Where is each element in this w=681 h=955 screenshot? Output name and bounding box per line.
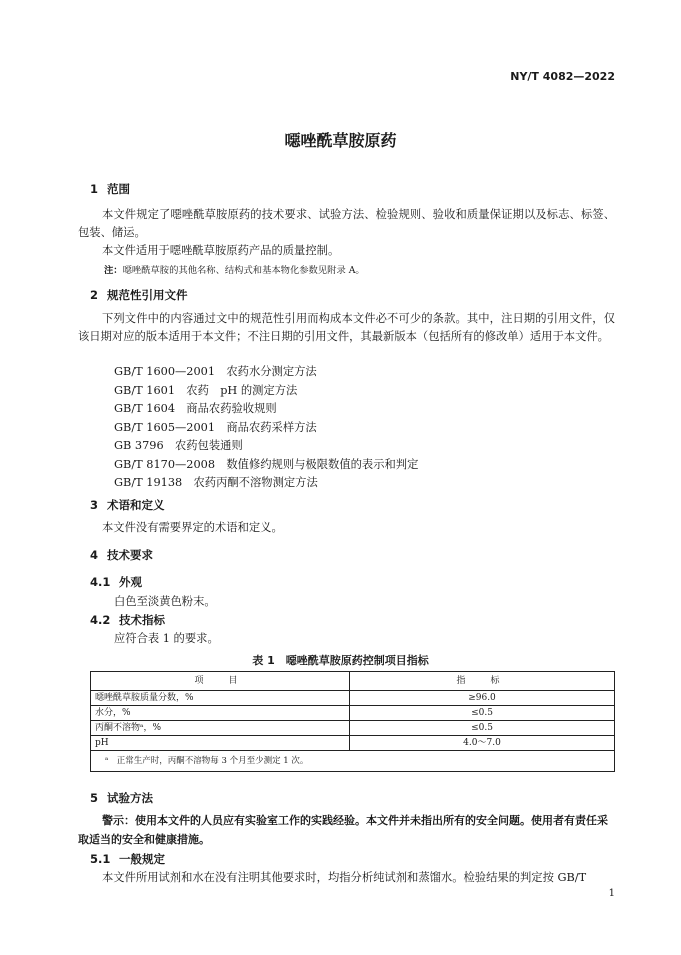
reference-item: GB/T 19138 农药丙酮不溶物测定方法	[114, 476, 318, 489]
normative-references-paragraph: 下列文件中的内容通过文中的规范性引用而构成本文件必不可少的条款。其中，注日期的引用文件，仅该日期对应的版本适用于本文件；不注日期的引用文件，其最新版本（包括所有的修改单）适用于本文件。	[78, 312, 615, 343]
section-2-heading	[90, 287, 188, 303]
reference-item: GB/T 1604 商品农药验收规则	[114, 402, 277, 415]
subsection-4-1-heading	[90, 574, 142, 590]
section-title: 术语和定义	[107, 498, 165, 512]
reference-list	[114, 363, 418, 493]
table-row	[91, 691, 615, 706]
scope-paragraph-2: 本文件适用于噁唑酰草胺原药产品的质量控制。	[102, 244, 340, 257]
table-footnote: ᵃ 正常生产时，丙酮不溶物每 3 个月至少测定 1 次。	[91, 751, 615, 772]
table-cell-value: 4.0～7.0	[350, 736, 615, 751]
table-row	[91, 736, 615, 751]
table-cell-value: ≤0.5	[350, 721, 615, 736]
section-title: 规范性引用文件	[107, 288, 188, 302]
page-title: 噁唑酰草胺原药	[284, 131, 397, 150]
section-4-heading	[90, 547, 153, 563]
section-number: 1	[90, 182, 99, 196]
table-row	[91, 721, 615, 736]
technical-index-text: 应符合表 1 的要求。	[114, 632, 219, 645]
reference-item: GB/T 1601 农药 pH 的测定方法	[114, 383, 298, 397]
table-cell-item: 丙酮不溶物ᵃ，%	[91, 721, 350, 736]
reference-item: GB 3796 农药包装通则	[114, 439, 243, 452]
reference-item: GB/T 1600—2001 农药水分测定方法	[114, 365, 317, 378]
table-cell-item: pH	[91, 736, 350, 751]
table-caption: 表 1 噁唑酰草胺原药控制项目指标	[252, 654, 429, 667]
table-row	[91, 706, 615, 721]
table-header-item: 项 目	[91, 672, 350, 691]
subsection-number: 5.1	[90, 852, 111, 866]
section-1-heading	[90, 181, 130, 197]
table-header-index: 指 标	[350, 672, 615, 691]
subsection-title: 一般规定	[119, 852, 165, 866]
terms-paragraph: 本文件没有需要界定的术语和定义。	[102, 521, 283, 534]
section-title: 试验方法	[107, 791, 153, 805]
table-cell-value: ≥96.0	[350, 691, 615, 706]
subsection-4-2-heading	[90, 612, 165, 628]
subsection-title: 外观	[119, 575, 142, 589]
section-3-heading	[90, 497, 165, 513]
table-cell-item: 噁唑酰草胺质量分数，%	[91, 691, 350, 706]
scope-paragraph-1: 本文件规定了噁唑酰草胺原药的技术要求、试验方法、检验规则、验收和质量保证期以及标志、标签、包装、储运。	[78, 208, 615, 239]
reference-item: GB/T 8170—2008 数值修约规则与极限数值的表示和判定	[114, 457, 419, 471]
page-number: 1	[608, 888, 615, 899]
subsection-number: 4.1	[90, 575, 111, 589]
section-title: 技术要求	[107, 548, 153, 562]
note-text: 噁唑酰草胺的其他名称、结构式和基本物化参数见附录 A。	[122, 265, 365, 276]
scope-note	[104, 262, 365, 276]
section-number: 5	[90, 791, 99, 805]
spec-table	[90, 671, 615, 772]
section-number: 3	[90, 498, 99, 512]
table-cell-item: 水分，%	[91, 706, 350, 721]
table-header-row	[91, 672, 615, 691]
subsection-5-1-heading	[90, 851, 165, 867]
standard-number: NY/T 4082—2022	[510, 70, 615, 83]
appearance-text: 白色至淡黄色粉末。	[114, 595, 216, 608]
table-cell-value: ≤0.5	[350, 706, 615, 721]
section-number: 2	[90, 288, 99, 302]
reference-item: GB/T 1605—2001 商品农药采样方法	[114, 420, 317, 434]
section-title: 范围	[107, 182, 130, 196]
section-5-heading	[90, 790, 153, 806]
safety-warning: 警示：使用本文件的人员应有实验室工作的实践经验。本文件并未指出所有的安全问题。使用者有责任采取适当的安全和健康措施。	[78, 814, 608, 846]
section-number: 4	[90, 548, 99, 562]
note-label: 注：	[104, 265, 123, 276]
subsection-title: 技术指标	[119, 613, 165, 627]
general-rules-paragraph: 本文件所用试剂和水在没有注明其他要求时，均指分析纯试剂和蒸馏水。检验结果的判定按 GB/T	[102, 871, 587, 884]
table-footnote-row	[91, 751, 615, 772]
subsection-number: 4.2	[90, 613, 111, 627]
